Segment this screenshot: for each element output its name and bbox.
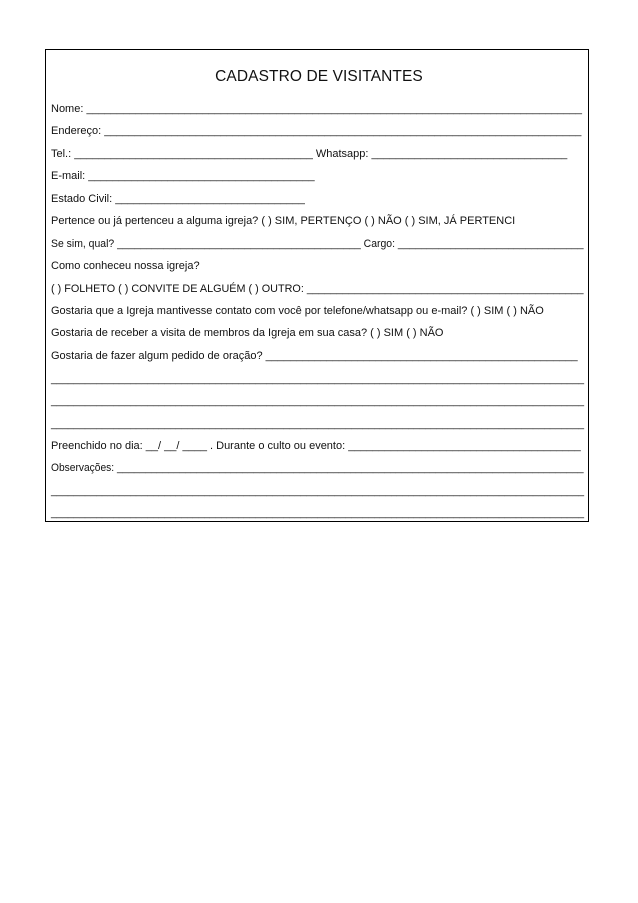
- email-field: E-mail: _____________________________________: [51, 170, 315, 182]
- observacoes-field: Observações: __________________________________________________________________________________: [51, 462, 584, 474]
- contato-question: Gostaria que a Igreja mantivesse contato com você por telefone/whatsapp ou e-mail? ( ) SIM ( ) NÃO: [51, 305, 544, 317]
- estado-civil-field: Estado Civil: _______________________________: [51, 193, 305, 205]
- blank-line: ______________________________________________________________________________________________: [51, 507, 585, 519]
- preenchido-field: Preenchido no dia: __/ __/ ____ . Durante o culto ou evento: ______________________________________: [51, 440, 581, 452]
- tel-whatsapp-field: Tel.: _______________________________________ Whatsapp: ________________________________: [51, 148, 568, 160]
- blank-line: ______________________________________________________________________________________________: [51, 373, 585, 385]
- nome-field: Nome: _________________________________________________________________________________: [51, 103, 582, 115]
- pedido-oracao-field: Gostaria de fazer algum pedido de oração? ___________________________________________________: [51, 350, 578, 362]
- pertence-igreja-question: Pertence ou já pertenceu a alguma igreja? ( ) SIM, PERTENÇO ( ) NÃO ( ) SIM, JÁ PERTENCI: [51, 215, 516, 227]
- como-conheceu-options: ( ) FOLHETO ( ) CONVITE DE ALGUÉM ( ) OUTRO: ______________________________________________: [51, 283, 584, 295]
- form-title: CADASTRO DE VISITANTES: [215, 68, 423, 85]
- visita-question: Gostaria de receber a visita de membros da Igreja em sua casa? ( ) SIM ( ) NÃO: [51, 327, 444, 339]
- blank-line: ______________________________________________________________________________________________: [51, 395, 585, 407]
- blank-line: ______________________________________________________________________________________________: [51, 418, 585, 430]
- como-conheceu-question: Como conheceu nossa igreja?: [51, 260, 200, 272]
- blank-line: ______________________________________________________________________________________________: [51, 485, 585, 497]
- qual-igreja-cargo-field: Se sim, qual? __________________________________________ Cargo: ________________________________: [51, 238, 584, 250]
- endereco-field: Endereço: ______________________________________________________________________________: [51, 125, 582, 137]
